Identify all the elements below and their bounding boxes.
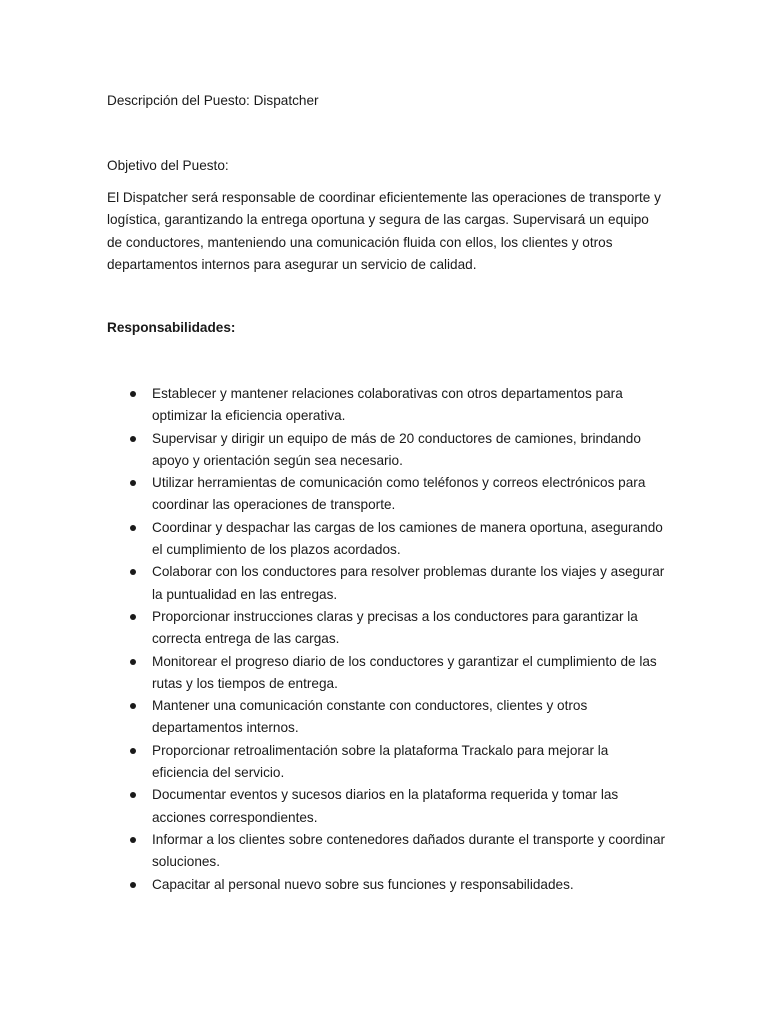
bullet-icon	[130, 748, 136, 754]
list-item-text: Utilizar herramientas de comunicación como teléfonos y correos electrónicos para coordinar las operaciones de transporte.	[152, 475, 646, 513]
bullet-icon	[130, 569, 136, 575]
list-item	[107, 651, 667, 696]
list-item-text: Proporcionar retroalimentación sobre la plataforma Trackalo para mejorar la eficiencia del servicio.	[152, 742, 609, 781]
bullet-icon	[130, 703, 136, 709]
list-item	[107, 472, 667, 517]
list-item	[107, 606, 667, 651]
bullet-icon	[130, 659, 136, 665]
list-item-text: Informar a los clientes sobre contenedores dañados durante el transporte y coordinar soluciones.	[152, 831, 666, 870]
list-item	[107, 829, 667, 874]
bullet-icon	[130, 480, 136, 486]
list-item	[107, 561, 667, 606]
bullet-icon	[130, 882, 136, 888]
list-item	[107, 874, 667, 896]
list-item	[107, 740, 667, 785]
bullet-icon	[130, 614, 136, 620]
list-item	[107, 517, 667, 562]
list-item-text: Establecer y mantener relaciones colaborativas con otros departamentos para optimizar la eficiencia operativa.	[152, 386, 623, 424]
bullet-icon	[130, 525, 136, 531]
bullet-icon	[130, 391, 136, 397]
list-item	[107, 428, 667, 473]
bullet-icon	[130, 837, 136, 843]
bullet-icon	[130, 436, 136, 442]
responsibilities-list	[107, 383, 667, 896]
list-item-text: Colaborar con los conductores para resolver problemas durante los viajes y asegurar la puntualidad en las entregas.	[152, 564, 665, 602]
list-item-text: Documentar eventos y sucesos diarios en la plataforma requerida y tomar las acciones correspondientes.	[152, 787, 619, 825]
bullet-icon	[130, 792, 136, 798]
list-item-text: Monitorear el progreso diario de los conductores y garantizar el cumplimiento de las rutas y los tiempos de entrega.	[152, 653, 657, 691]
objective-heading: Objetivo del Puesto:	[107, 158, 229, 173]
document-title: Descripción del Puesto: Dispatcher	[107, 93, 319, 108]
list-item-text: Coordinar y despachar las cargas de los camiones de manera oportuna, asegurando el cumplimiento de los plazos acordados.	[152, 519, 663, 558]
list-item-text: Supervisar y dirigir un equipo de más de 20 conductores de camiones, brindando apoyo y orientación según sea necesario.	[152, 430, 641, 468]
list-item-text: Proporcionar instrucciones claras y precisas a los conductores para garantizar la correcta entrega de las cargas.	[152, 608, 638, 647]
responsibilities-heading: Responsabilidades:	[107, 320, 236, 335]
list-item-text: Mantener una comunicación constante con conductores, clientes y otros departamentos internos.	[152, 698, 588, 736]
objective-paragraph: El Dispatcher será responsable de coordinar eficientemente las operaciones de transporte y logística, garantizando la entrega oportuna y segura de las cargas. Supervisará un equipo de conductores, manteniendo una comunicación fluida con ellos, los clientes y otros departamentos internos para asegurar un servicio de calidad.	[107, 190, 661, 272]
list-item	[107, 695, 667, 740]
list-item	[107, 383, 667, 428]
list-item-text: Capacitar al personal nuevo sobre sus funciones y responsabilidades.	[152, 876, 574, 892]
list-item	[107, 784, 667, 829]
